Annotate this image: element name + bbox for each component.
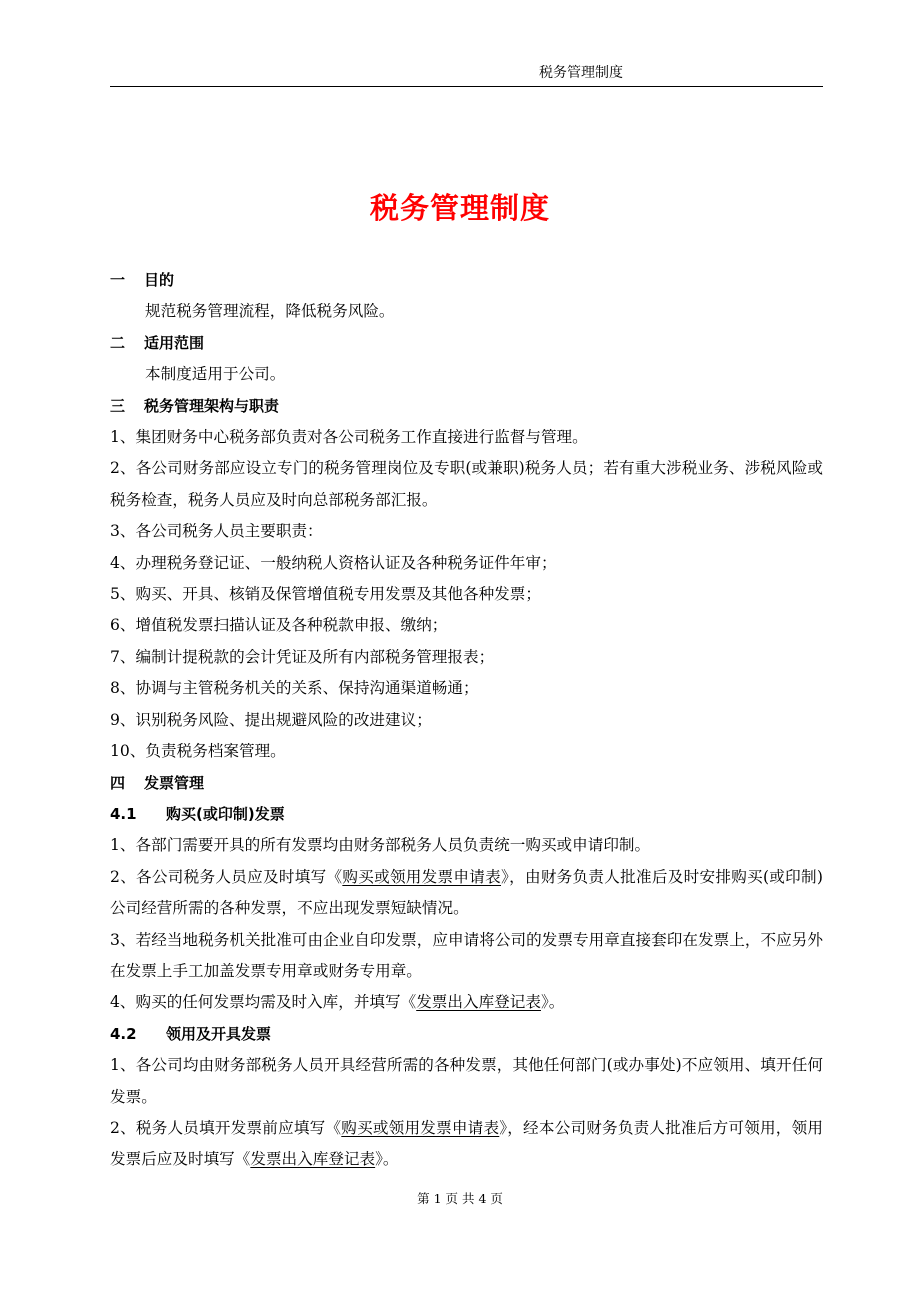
text-segment: 》，由财务负责人批准后及时安排购买(或印制)公司经营所需的各种发票，不应出现发票短缺情况。 xyxy=(110,867,823,918)
list-item: 4、办理税务登记证、一般纳税人资格认证及各种税务证件年审； xyxy=(110,553,557,572)
list-item: 6、增值税发票扫描认证及各种税款申报、缴纳； xyxy=(110,616,448,635)
subsection-number: 4.2 xyxy=(110,1024,137,1043)
paragraph: 1、各部门需要开具的所有发票均由财务部税务人员负责统一购买或申请印制。 xyxy=(110,836,651,855)
paragraph: 1、各公司均由财务部税务人员开具经营所需的各种发票，其他任何部门(或办事处)不应领用、填开任何发票。 xyxy=(110,1056,823,1106)
list-item: 7、编制计提税款的会计凭证及所有内部税务管理报表； xyxy=(110,647,495,666)
section-number: 三 xyxy=(110,396,126,415)
section-number: 一 xyxy=(110,271,126,289)
subsection-title: 购买(或印制)发票 xyxy=(166,804,285,823)
paragraph xyxy=(110,987,823,1018)
text-segment: 》。 xyxy=(375,1150,399,1169)
list-item: 1、集团财务中心税务部负责对各公司税务工作直接进行监督与管理。 xyxy=(110,428,588,447)
section-heading-scope xyxy=(110,328,823,359)
page-header xyxy=(110,62,823,87)
section-heading-invoice xyxy=(110,768,823,799)
section-number: 二 xyxy=(110,333,126,352)
form-reference-register: 发票出入库登记表 xyxy=(416,993,541,1012)
text-segment: 》，经本公司财务负责人批准后方可领用，领用发票后应及时填写《 xyxy=(110,1118,823,1169)
header-title: 税务管理制度 xyxy=(539,65,623,81)
document-body xyxy=(110,265,823,1176)
page-footer: 第 1 页 共 4 页 xyxy=(417,1191,503,1206)
form-reference-apply: 购买或领用发票申请表 xyxy=(341,1118,500,1137)
document-title: 税务管理制度 xyxy=(369,191,550,225)
subsection-heading-purchase xyxy=(110,799,823,830)
form-reference-register: 发票出入库登记表 xyxy=(250,1150,376,1169)
section-body-scope: 本制度适用于公司。 xyxy=(145,365,286,384)
text-segment: 2、税务人员填开发票前应填写《 xyxy=(110,1118,342,1137)
section-title: 目的 xyxy=(144,271,175,289)
section-title: 税务管理架构与职责 xyxy=(144,396,280,415)
list-item: 5、购买、开具、核销及保管增值税专用发票及其他各种发票； xyxy=(110,585,541,604)
text-segment: 4、购买的任何发票均需及时入库，并填写《 xyxy=(110,993,417,1012)
subsection-title: 领用及开具发票 xyxy=(166,1024,272,1043)
section-heading-structure xyxy=(110,391,823,422)
subsection-number: 4.1 xyxy=(110,804,137,823)
list-item: 8、协调与主管税务机关的关系、保持沟通渠道畅通； xyxy=(110,679,479,698)
subsection-heading-issue xyxy=(110,1019,823,1050)
list-item: 3、各公司税务人员主要职责： xyxy=(110,522,323,541)
text-segment: 2、各公司税务人员应及时填写《 xyxy=(110,867,343,886)
form-reference-apply: 购买或领用发票申请表 xyxy=(342,867,502,886)
section-body-purpose: 规范税务管理流程，降低税务风险。 xyxy=(145,302,395,321)
paragraph: 3、若经当地税务机关批准可由企业自印发票，应申请将公司的发票专用章直接套印在发票上，不应另外在发票上手工加盖发票专用章或财务专用章。 xyxy=(110,930,823,980)
section-title: 发票管理 xyxy=(144,773,205,792)
paragraph xyxy=(110,1113,823,1176)
list-item: 2、各公司财务部应设立专门的税务管理岗位及专职(或兼职)税务人员；若有重大涉税业务、涉税风险或税务检查，税务人员应及时向总部税务部汇报。 xyxy=(110,459,823,509)
paragraph xyxy=(110,862,823,925)
text-segment: 》。 xyxy=(540,993,565,1012)
section-number: 四 xyxy=(110,773,126,792)
list-item: 10、负责税务档案管理。 xyxy=(110,742,286,761)
section-heading-purpose xyxy=(110,265,823,296)
list-item: 9、识别税务风险、提出规避风险的改进建议； xyxy=(110,710,432,729)
section-title: 适用范围 xyxy=(144,333,205,352)
